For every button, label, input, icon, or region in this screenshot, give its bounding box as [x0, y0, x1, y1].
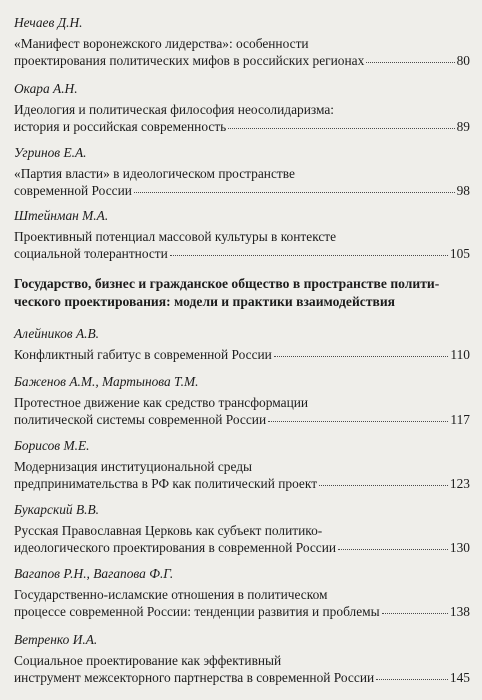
entry-author: Алейников А.В. — [14, 326, 99, 341]
entry-title-text: инструмент межсекторного партнерства в современной России — [14, 670, 375, 685]
entry-author: Баженов А.М., Мартынова Т.М. — [14, 374, 199, 389]
leader-dots — [366, 61, 454, 63]
section-heading — [14, 275, 470, 311]
entry-title-last — [14, 52, 470, 69]
entry-title-last — [14, 603, 470, 620]
entry-author: Окара А.Н. — [14, 81, 78, 96]
leader-dots — [134, 191, 455, 193]
leader-dots — [228, 127, 454, 129]
entry-author: Борисов М.Е. — [14, 438, 90, 453]
toc-entry — [14, 565, 470, 620]
entry-author: Букарский В.В. — [14, 502, 99, 517]
entry-title-last — [14, 669, 470, 686]
entry-title-line: «Партия власти» в идеологическом пространстве — [14, 166, 295, 181]
entry-title-text: идеологического проектирования в современной России — [14, 540, 337, 555]
leader-dots — [170, 254, 448, 256]
entry-title-line: Социальное проектирование как эффективный — [14, 653, 282, 668]
entry-title-line: «Манифест воронежского лидерства»: особенности — [14, 36, 309, 51]
page-number: 138 — [449, 604, 470, 619]
page-number: 123 — [449, 476, 470, 491]
entry-title-text: социальной толерантности — [14, 246, 168, 261]
toc-entry — [14, 501, 470, 556]
toc-entry — [14, 207, 470, 262]
leader-dots — [274, 355, 449, 357]
page-number: 130 — [449, 540, 470, 555]
entry-author: Вагапов Р.Н., Вагапова Ф.Г. — [14, 566, 174, 581]
toc-entry — [14, 631, 470, 686]
entry-title-last — [14, 539, 470, 556]
section-heading-line: Государство, бизнес и гражданское общество в пространстве полити- — [14, 276, 440, 291]
entry-title-line: Государственно-исламские отношения в политическом — [14, 587, 328, 602]
entry-title-line: Модернизация институциональной среды — [14, 459, 253, 474]
toc-entry — [14, 325, 470, 363]
entry-title-last — [14, 411, 470, 428]
page-number: 117 — [450, 412, 470, 427]
page-number: 80 — [456, 53, 470, 68]
entry-author: Угринов Е.А. — [14, 145, 87, 160]
page-number: 110 — [450, 347, 470, 362]
page-number: 89 — [456, 119, 470, 134]
entry-title-last — [14, 475, 470, 492]
leader-dots — [319, 484, 448, 486]
entry-title-text: предпринимательства в РФ как политический проект — [14, 476, 318, 491]
section-heading-line: ческого проектирования: модели и практики взаимодействия — [14, 294, 396, 309]
entry-title-line: Протестное движение как средство трансформации — [14, 395, 309, 410]
leader-dots — [268, 420, 448, 422]
entry-title-line: Проективный потенциал массовой культуры в контексте — [14, 229, 337, 244]
entry-title-last — [14, 245, 470, 262]
entry-author: Штейнман М.А. — [14, 208, 109, 223]
entry-author: Ветренко И.А. — [14, 632, 98, 647]
leader-dots — [338, 548, 448, 550]
entry-author: Нечаев Д.Н. — [14, 15, 83, 30]
entry-title-text: проектирования политических мифов в российских регионах — [14, 53, 365, 68]
toc-entry — [14, 437, 470, 492]
leader-dots — [376, 678, 448, 680]
page-number: 105 — [449, 246, 470, 261]
page-number: 145 — [449, 670, 470, 685]
page-number: 98 — [456, 183, 470, 198]
entry-title-last — [14, 346, 470, 363]
toc-entry — [14, 144, 470, 199]
entry-title-text: история и российская современность — [14, 119, 227, 134]
toc-entry — [14, 373, 470, 428]
entry-title-line: Идеология и политическая философия неосолидаризма: — [14, 102, 335, 117]
entry-title-last — [14, 118, 470, 135]
leader-dots — [382, 612, 448, 614]
entry-title-text: Конфликтный габитус в современной России — [14, 347, 272, 362]
entry-title-text: политической системы современной России — [14, 412, 267, 427]
entry-title-text: процессе современной России: тенденции развития и проблемы — [14, 604, 380, 619]
toc-entry — [14, 80, 470, 135]
entry-title-last — [14, 182, 470, 199]
entry-title-text: современной России — [14, 183, 132, 198]
entry-title-line: Русская Православная Церковь как субъект политико- — [14, 523, 323, 538]
toc-entry — [14, 14, 470, 69]
